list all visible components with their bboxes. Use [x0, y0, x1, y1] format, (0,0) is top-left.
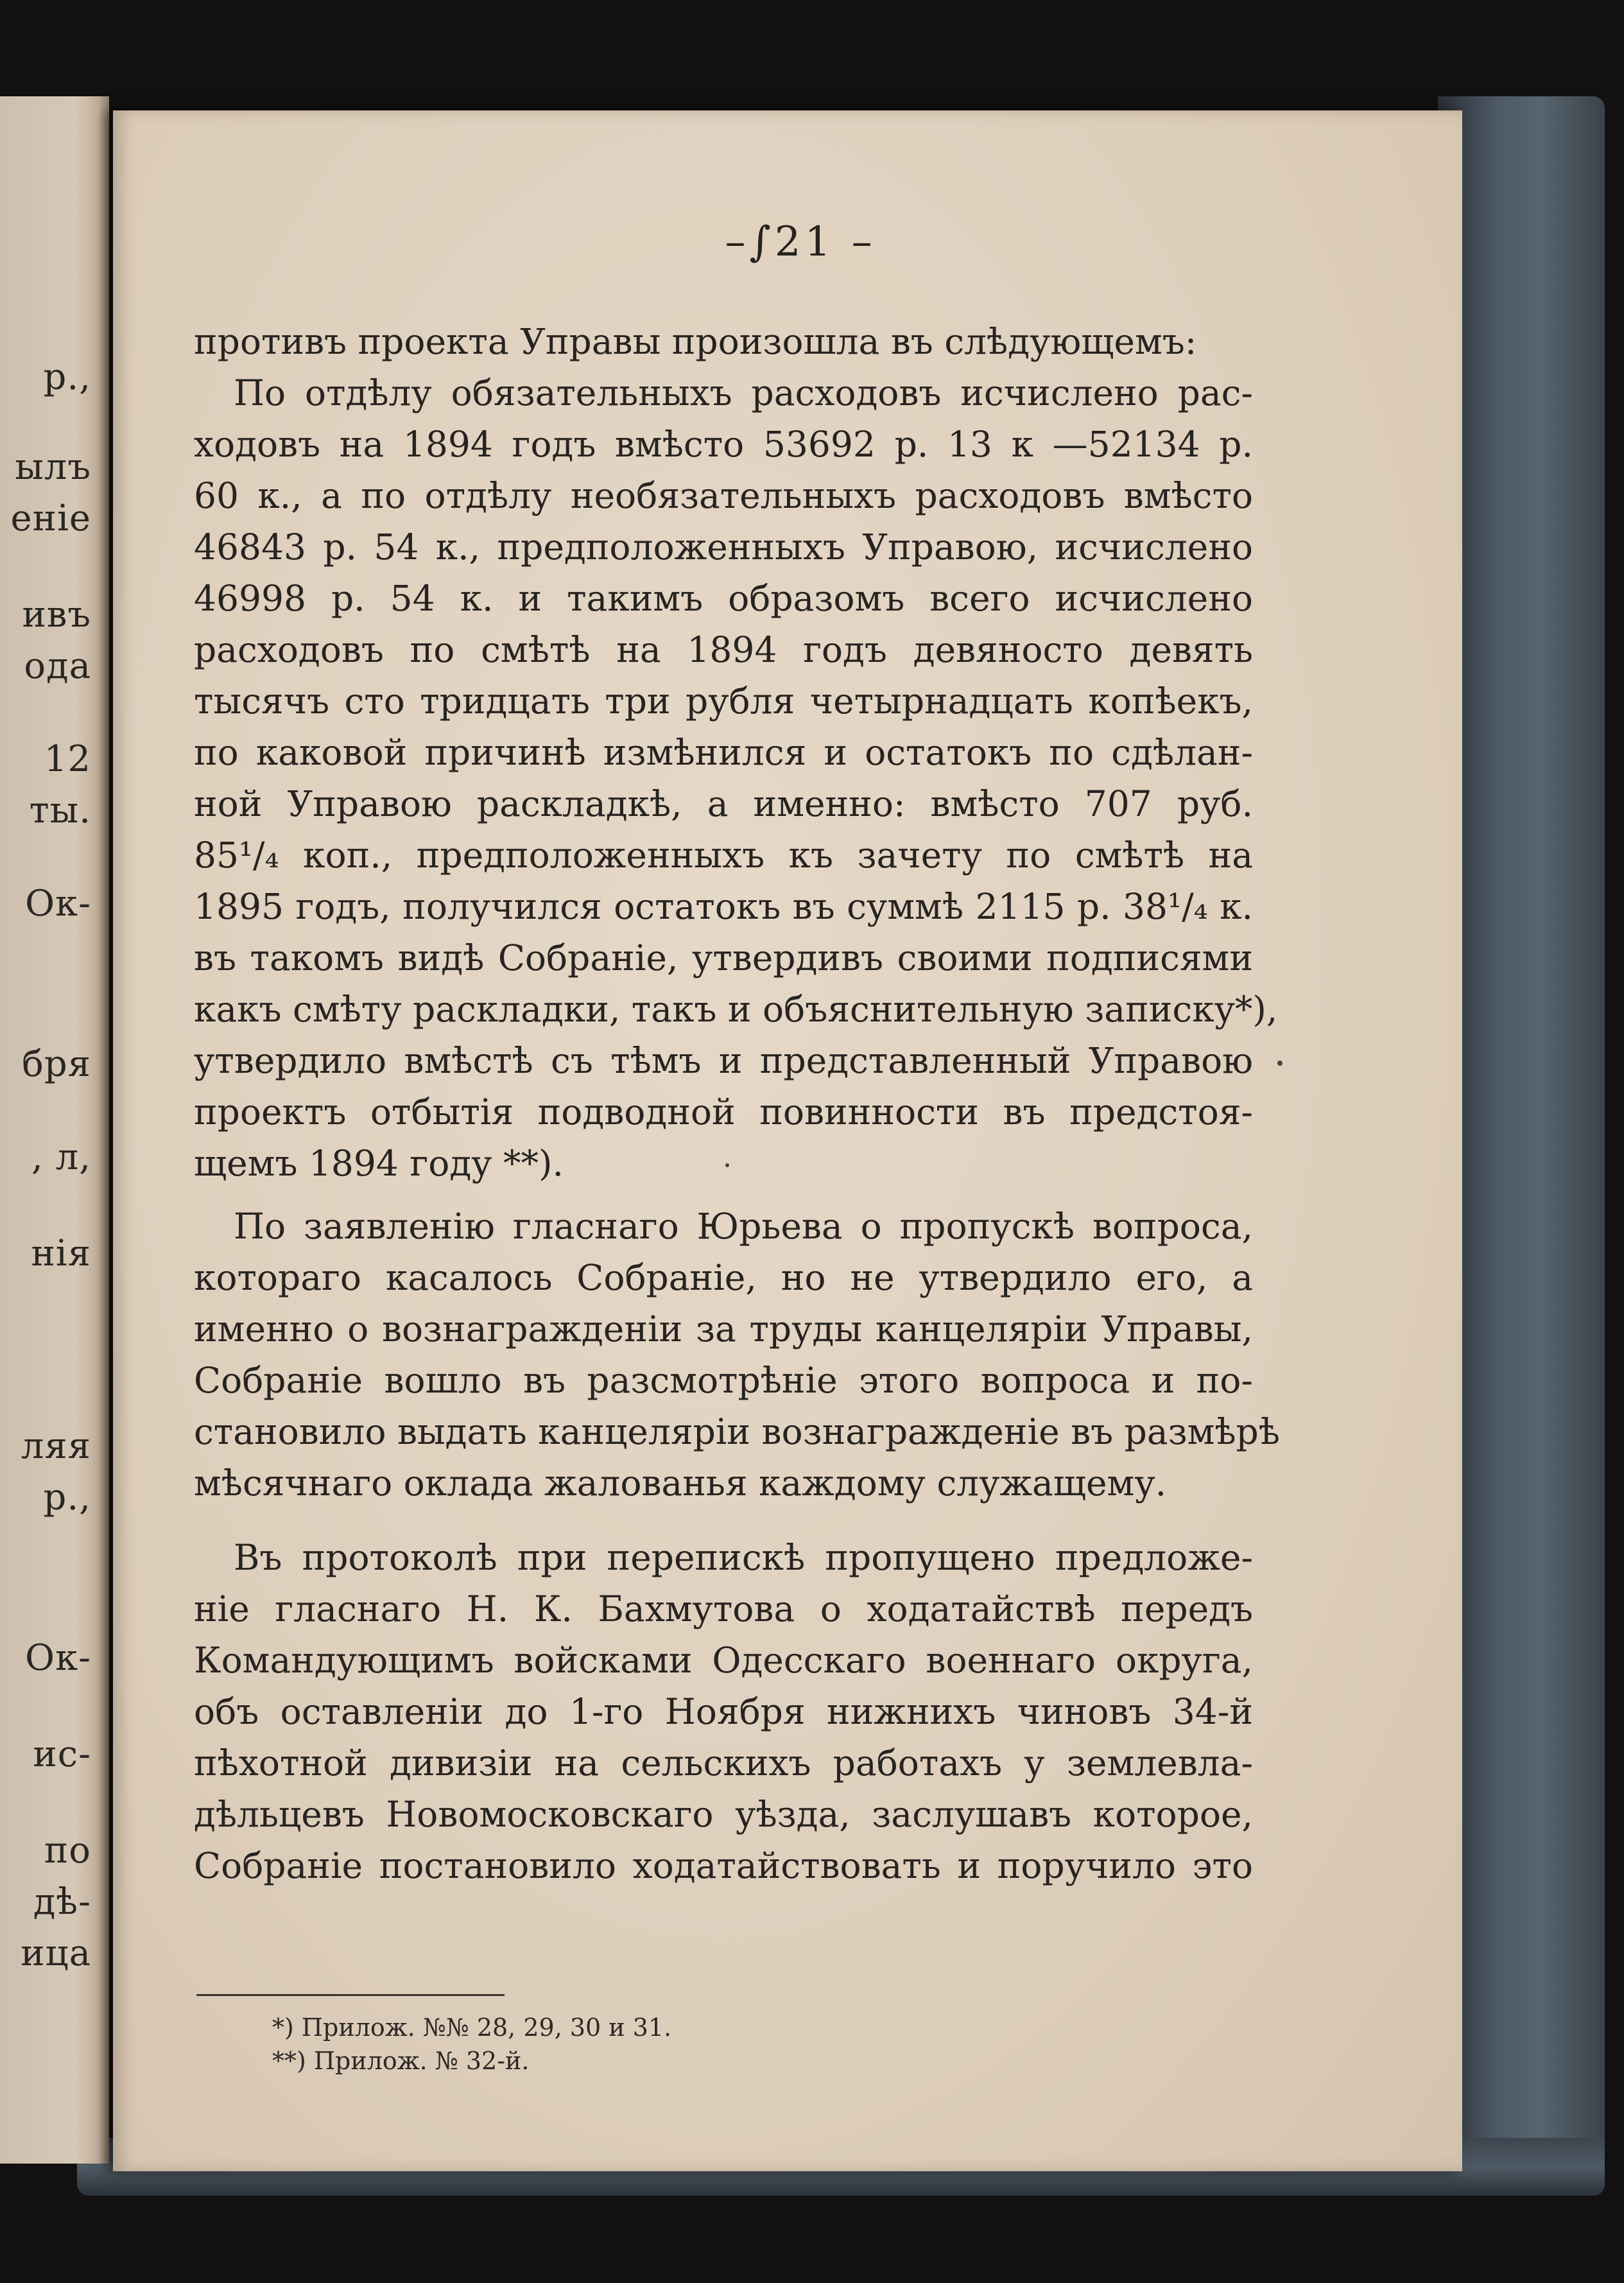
- text-line: Собраніе вошло въ разсмотрѣніе этого вопроса и по-: [194, 1360, 1253, 1401]
- text-line: по каковой причинѣ измѣнился и остатокъ по сдѣлан-: [194, 732, 1253, 773]
- book-page: [113, 110, 1462, 2171]
- page-body-text: [194, 316, 1280, 1891]
- left-page-fragment: ода: [24, 645, 91, 687]
- text-line: 46998 р. 54 к. и такимъ образомъ всего исчислено: [194, 578, 1253, 619]
- text-line: дѣльцевъ Новомосковскаго уѣзда, заслушавъ которое,: [194, 1794, 1253, 1835]
- text-line: расходовъ по смѣтѣ на 1894 годъ девяносто девять: [194, 629, 1253, 670]
- text-line: становило выдать канцеляріи вознагражденіе въ размѣрѣ: [194, 1411, 1280, 1452]
- left-page-fragment: 12: [44, 738, 91, 780]
- left-page-fragment: ты.: [29, 790, 91, 831]
- left-page-fragment: бря: [22, 1043, 91, 1085]
- text-line: 85¹/₄ коп., предположенныхъ къ зачету по смѣтѣ на: [194, 835, 1253, 876]
- left-page-fragment: ляя: [21, 1425, 91, 1467]
- left-page-fragment: ица: [21, 1932, 91, 1974]
- left-page-fragment: нія: [31, 1233, 91, 1274]
- footnote-divider: [196, 1994, 505, 1996]
- left-page-fragment: Ок-: [25, 1637, 91, 1679]
- text-line: 1895 годъ, получился остатокъ въ суммѣ 2115 р. 38¹/₄ к.: [194, 886, 1253, 927]
- left-page-fragment: ивъ: [22, 594, 91, 636]
- text-line: щемъ 1894 году **).: [194, 1143, 564, 1184]
- text-line: котораго касалось Собраніе, но не утвердило его, а: [194, 1257, 1253, 1298]
- text-line: пѣхотной дивизіи на сельскихъ работахъ у землевла-: [194, 1742, 1253, 1784]
- text-line: мѣсячнаго оклада жалованья каждому служащему.: [194, 1463, 1167, 1504]
- text-line: По заявленію гласнаго Юрьева о пропускѣ вопроса,: [234, 1206, 1253, 1247]
- text-line: По отдѣлу обязательныхъ расходовъ исчислено рас-: [234, 372, 1253, 413]
- left-page-fragment: по: [44, 1830, 91, 1871]
- print-speck: [725, 1163, 729, 1167]
- footnote: **) Прилож. № 32-й.: [272, 2047, 530, 2075]
- text-line: ходовъ на 1894 годъ вмѣсто 53692 р. 13 к —52134 р.: [194, 424, 1253, 465]
- text-line: въ такомъ видѣ Собраніе, утвердивъ своими подписями: [194, 937, 1253, 978]
- text-line: какъ смѣту раскладки, такъ и объяснительную записку*),: [194, 989, 1278, 1030]
- text-line: Въ протоколѣ при перепискѣ пропущено предложе-: [234, 1537, 1253, 1578]
- text-line: 60 к., а по отдѣлу необязательныхъ расходовъ вмѣсто: [194, 475, 1253, 516]
- text-line: ной Управою раскладкѣ, а именно: вмѣсто 707 руб.: [194, 783, 1253, 824]
- left-page-fragment: еніе: [10, 498, 91, 539]
- text-line: Командующимъ войсками Одесскаго военнаго округа,: [194, 1640, 1253, 1681]
- text-line: проектъ отбытія подводной повинности въ предстоя-: [194, 1091, 1253, 1133]
- text-line: 46843 р. 54 к., предположенныхъ Управою, исчислено: [194, 526, 1253, 568]
- text-line: противъ проекта Управы произошла въ слѣдующемъ:: [194, 321, 1197, 362]
- left-page-fragment: р.,: [43, 356, 91, 398]
- footnote: *) Прилож. №№ 28, 29, 30 и 31.: [272, 2013, 672, 2042]
- print-speck: [1277, 1061, 1283, 1066]
- previous-page-edge: [0, 96, 109, 2164]
- footnotes: [272, 2011, 671, 2078]
- left-page-fragment: Ок-: [25, 883, 91, 924]
- text-line: Собраніе постановило ходатайствовать и поручило это: [194, 1845, 1253, 1886]
- book-cover-edge: [1438, 96, 1605, 2196]
- text-line: именно о вознагражденіи за труды канцеляріи Управы,: [194, 1308, 1253, 1350]
- page-number: –∫21 –: [725, 218, 876, 266]
- text-line: утвердило вмѣстѣ съ тѣмъ и представленный Управою: [194, 1040, 1253, 1081]
- left-page-fragment: , л,: [31, 1136, 91, 1178]
- left-page-fragment: ылъ: [15, 446, 91, 488]
- text-line: тысячъ сто тридцать три рубля четырнадцать копѣекъ,: [194, 681, 1253, 722]
- left-page-fragment: ис-: [33, 1733, 91, 1775]
- text-line: объ оставленіи до 1-го Ноября нижнихъ чиновъ 34-й: [194, 1691, 1253, 1732]
- text-line: ніе гласнаго Н. К. Бахмутова о ходатайствѣ передъ: [194, 1588, 1253, 1629]
- left-page-fragment: р.,: [43, 1477, 91, 1518]
- left-page-fragment: дѣ-: [33, 1881, 91, 1923]
